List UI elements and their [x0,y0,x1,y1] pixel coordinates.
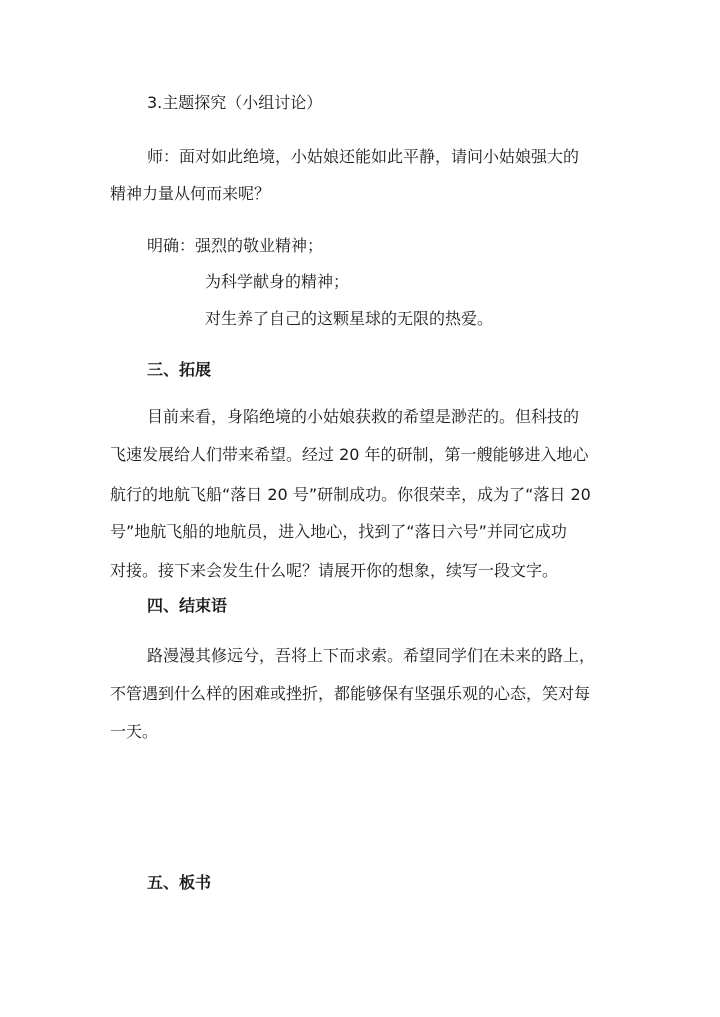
closing-para-line-2: 不管遇到什么样的困难或挫折，都能够保有坚强乐观的心态，笑对每 [110,684,591,703]
extension-para-line-1: 目前来看，身陷绝境的小姑娘获救的希望是渺茫的。但科技的 [147,407,580,426]
extension-para-line-5: 对接。接下来会发生什么呢？请展开你的想象，续写一段文字。 [110,561,559,580]
teacher-question-line-2: 精神力量从何而来呢？ [110,184,271,203]
topic-heading: 3.主题探究（小组讨论） [147,93,323,112]
section-heading-closing: 四、结束语 [147,596,228,615]
teacher-question-line-1: 师：面对如此绝境，小姑娘还能如此平静，请问小姑娘强大的 [147,147,580,166]
answer-line-1: 明确：强烈的敬业精神； [147,236,324,255]
closing-para-line-1: 路漫漫其修远兮，吾将上下而求索。希望同学们在未来的路上， [147,646,596,665]
answer-line-3: 对生养了自己的这颗星球的无限的热爱。 [205,309,494,328]
extension-para-line-2: 飞速发展给人们带来希望。经过 20 年的研制，第一艘能够进入地心 [110,445,589,464]
answer-line-2: 为科学献身的精神； [205,272,350,291]
closing-para-line-3: 一天。 [110,722,159,741]
extension-para-line-3: 航行的地航飞船“落日 20 号”研制成功。你很荣幸，成为了“落日 20 [110,485,591,504]
extension-para-line-4: 号”地航飞船的地航员，进入地心，找到了“落日六号”并同它成功 [110,522,567,541]
section-heading-blackboard: 五、板书 [147,873,212,892]
section-heading-extension: 三、拓展 [147,360,212,379]
